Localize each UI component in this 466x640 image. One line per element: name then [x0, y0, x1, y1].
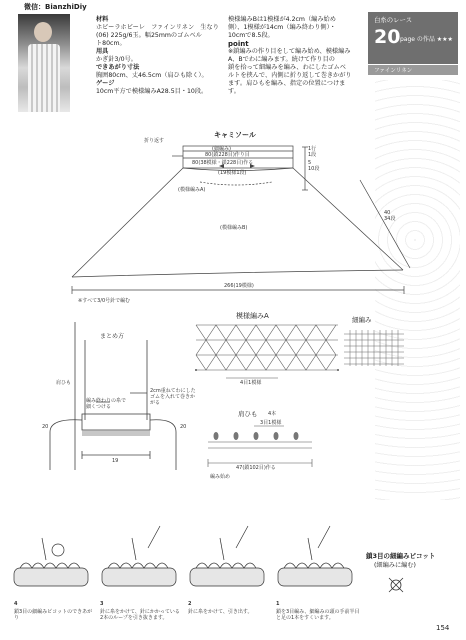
instruction-line: 模様編みBは1模様が4.2cm（編み始め	[228, 16, 336, 23]
strap-title: 肩ひも	[238, 410, 258, 418]
inner-label: 80(38模様・鎖228目)作る	[192, 160, 254, 166]
point-line: ※鎖編みの作り目をして編み始め、模様編み	[228, 48, 351, 55]
materials-line: (06) 225g/6玉。幅25mmのゴムベル	[96, 32, 202, 39]
gauge-text: 10cm平方で模様編みA28.5目・10段。	[96, 88, 208, 95]
sc-label: (細編み)	[212, 146, 231, 152]
step-text: 針に糸をかけて、引き出す。	[188, 609, 253, 615]
step-text: 鎖を3目編み、細編みの頭の手前半目と足の1本をすくいます。	[276, 609, 360, 621]
picot-symbol	[389, 578, 403, 592]
dim-top-4: 10段	[308, 166, 320, 172]
picot-step-2	[188, 590, 268, 615]
picot-step-3	[100, 590, 180, 621]
needle-note: ※すべて3/0号針で編む	[78, 298, 131, 304]
section-title: 白糸のレース	[374, 16, 413, 24]
sc-title: 細編み	[352, 316, 372, 324]
dim-center: 19	[112, 458, 119, 464]
step-number: 3	[100, 601, 104, 607]
strap-start: 編み始め	[210, 474, 231, 480]
page-ref-number: 20	[374, 26, 401, 48]
step-number: 4	[14, 601, 18, 607]
pattern-b-label: (模様編みB)	[220, 225, 248, 231]
fold-label: 折り返す	[144, 138, 165, 144]
materials-line: ト80cm。	[96, 40, 126, 47]
step-number: 1	[276, 601, 280, 607]
pattern-a-chart	[196, 325, 338, 378]
skirt-left-edge	[72, 168, 183, 277]
picot-subtitle: (細編みに編む)	[374, 562, 416, 569]
size-text: 胸囲80cm、丈46.5cm（肩ひも除く）。	[96, 72, 208, 79]
dim-side-rows: 34段	[384, 216, 396, 222]
point-line: 鎖を拾って細編みを編み、わにしたゴムベ	[228, 64, 346, 71]
camisole-title: キャミソール	[214, 131, 256, 139]
strap-label: 肩ひも	[56, 380, 72, 386]
step-text: 鎖3目の細編みピコットのできあがり	[14, 609, 93, 621]
instruction-line: 側）、1模様が14cm（編み終わり側）・	[228, 24, 336, 31]
elastic-note: 2cm重ねてわにしたゴムを入れて巻きかがる	[150, 388, 196, 406]
page-ref-label: page の作品 ★★★	[400, 36, 453, 43]
step-number: 2	[188, 601, 192, 607]
attach-note: 編み終わりの糸で細くつける	[86, 398, 127, 410]
picot-step-4	[14, 590, 94, 621]
dim-left: 20	[42, 424, 49, 430]
pattern-a-title: 模様編みA	[236, 312, 269, 320]
watermark: 微信：BianzhiDiy	[24, 3, 87, 11]
pattern-a-count: 4目1模様	[240, 380, 262, 386]
tools-heading: 用具	[96, 48, 109, 55]
dim-top-2: 1段	[308, 152, 317, 158]
rows-label: (19模様1段)	[218, 170, 247, 176]
dim-bottom: 266(19模様)	[224, 283, 254, 289]
strap-count: 4本	[268, 411, 277, 417]
size-heading: できあがり寸法	[96, 64, 140, 71]
skirt-hem	[72, 270, 403, 277]
step-text: 針に糸をかけて、針にかかっている2本のループを引き抜きます。	[100, 609, 180, 621]
dim-top-3: 5	[308, 160, 312, 166]
strap-repeat: 3目1模様	[260, 420, 282, 426]
dim-side: 40	[384, 210, 391, 216]
chain-label: 80(鎖228目)作り目	[205, 152, 250, 158]
strap-length: 47(鎖102目)作る	[236, 465, 276, 471]
sc-chart	[344, 330, 404, 366]
instruction-line: 10cmで8.5段。	[228, 32, 274, 39]
tools-text: かぎ針3/0号。	[96, 56, 137, 63]
assembly-body	[82, 414, 150, 430]
point-line: ルトを挟んで、内側に折り返して巻きかがり	[228, 72, 352, 79]
assembly-title: まとめ方	[100, 333, 125, 340]
pattern-a-label: (模様編みA)	[178, 187, 206, 193]
picot-title: 鎖3目の細編みピコット	[366, 552, 436, 560]
point-line: A、Bでわに編みます。続けて作り目の	[228, 56, 335, 63]
page-number: 154	[436, 624, 450, 632]
materials-line: ホビーラホビーレ ファインリネン 生なり	[96, 24, 219, 31]
dim-top-1: 1行	[308, 146, 317, 152]
point-heading: point	[228, 40, 249, 48]
point-line: ます。肩ひもを編み、指定の位置につけま	[228, 80, 346, 87]
gauge-heading: ゲージ	[96, 80, 115, 87]
materials-heading: 材料	[96, 16, 109, 23]
dim-right: 20	[180, 424, 187, 430]
picot-illustrations	[14, 526, 352, 586]
point-line: す。	[228, 88, 240, 95]
yarn-name: ファインリネン	[374, 68, 413, 74]
picot-step-1	[276, 590, 360, 621]
